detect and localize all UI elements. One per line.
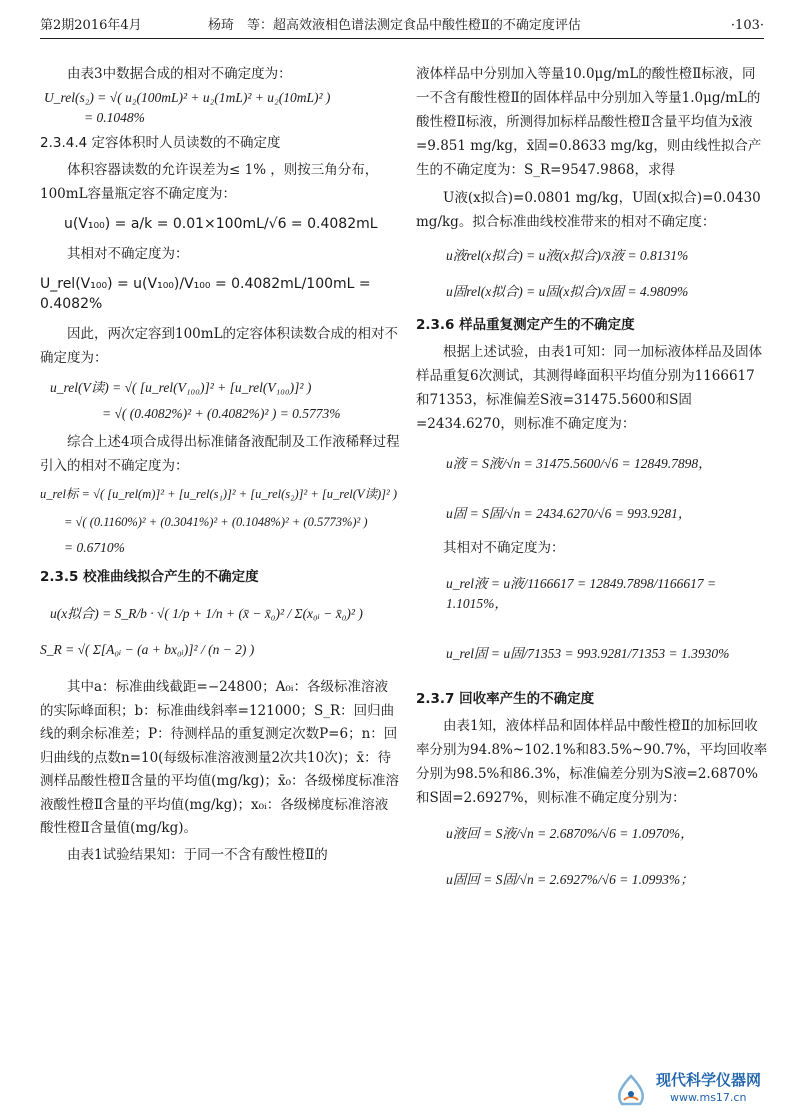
paragraph: 由表3中数据合成的相对不确定度为： [67,66,292,82]
equation-u-fit: u(x拟合) = S_R/b · √( 1/p + 1/n + (x̄ − x̄₀)² / Σ(x₀ᵢ − x̄₀)² ) [50,606,363,621]
section-heading-237: 2.3.7 回收率产生的不确定度 [416,691,595,707]
equation-sr: S_R = √( Σ[A₀ᵢ − (a + bx₀ᵢ)]² / (n − 2) ) [40,642,255,657]
paragraph: 由表1知，液体样品和固体样品中酸性橙Ⅱ的加标回收率分别为94.8%~102.1%和83.5%~90.7%，平均回收率分别为98.5%和86.3%，标准偏差分别为S液=2.6870%和S固=2.6927%，则标准不确定度分别为： [416,718,768,806]
equation-urel-liquid: u_rel液 = u液/1166617 = 12849.7898/1166617 = 1.1015%， [446,576,717,611]
paragraph: 因此，两次定容到100mL的定容体积读数合成的相对不确定度为： [40,326,399,366]
equation-u-v100: u(V₁₀₀) = a/k = 0.01×100mL/√6 = 0.4082mL [64,216,378,232]
running-header [40,14,764,36]
equation-urel-s2: U_rel(s₂) = √( u₂(100mL)² + u₂(1mL)² + u₂(10mL)² ) [44,90,331,105]
paragraph: 液体样品中分别加入等量10.0μg/mL的酸性橙Ⅱ标液，同一不含有酸性橙Ⅱ的固体样品中分别加入等量1.0μg/mL的酸性橙Ⅱ标液，所测得加标样品酸性橙Ⅱ含量平均值为x̄液=9.851 mg/kg，x̄固=0.8633 mg/kg，则由线性拟合产生的不确定度为：S_R=9547.9868，求得 [416,66,762,178]
equation-urel-s2-result: = 0.1048% [84,110,145,125]
equation-u-solid-rel-fit: u固rel(x拟合) = u固(x拟合)/x̄固 = 4.9809% [446,284,689,299]
paragraph: 综合上述4项合成得出标准储备液配制及工作液稀释过程引入的相对不确定度为： [40,434,400,474]
paragraph: 其相对不确定度为： [67,246,189,262]
equation-urel-std: u_rel标 = √( [u_rel(m)]² + [u_rel(s₁)]² + [u_rel(s₂)]² + [u_rel(V读)]² ) [40,487,398,501]
watermark-name: 现代科学仪器网 [656,1071,762,1089]
equation-u-liquid-recovery: u液回 = S液/√n = 2.6870%/√6 = 1.0970%， [446,826,694,841]
paragraph: 根据上述试验，由表1可知：同一加标液体样品及固体样品重复6次测试，其测得峰面积平均值分别为1166617和71353，标准偏差S液=31475.5600和S固=2434.6270，则标准不确定度为： [416,344,763,432]
equation-u-solid: u固 = S固/√n = 2434.6270/√6 = 993.9281， [446,506,692,521]
paragraph: 体积容器读数的允许误差为≤ 1% ，则按三角分布，100mL容量瓶定容不确定度为： [40,162,379,202]
right-column [416,62,768,890]
header-title: 杨琦 等：超高效液相色谱法测定食品中酸性橙Ⅱ的不确定度评估 [208,18,581,33]
equation-u-solid-recovery: u固回 = S固/√n = 2.6927%/√6 = 1.0993%； [446,872,694,887]
header-rule [40,38,764,39]
header-issue: 第2期2016年4月 [40,18,142,33]
equation-urel-std-result: = 0.6710% [64,540,125,555]
paragraph: U液(x拟合)=0.0801 mg/kg，U固(x拟合)=0.0430 mg/kg。拟合标准曲线校准带来的相对不确定度： [416,190,761,230]
watermark-url: www.ms17.cn [670,1091,747,1104]
equation-urel-v-read: u_rel(V读) = √( [u_rel(V₁₀₀)]² + [u_rel(V₁₀₀)]² ) [50,380,312,395]
left-column [40,62,400,867]
instrument-logo-icon [612,1074,650,1108]
equation-urel-solid: u_rel固 = u固/71353 = 993.9281/71353 = 1.3930% [446,646,730,661]
equation-urel-v-read-result: = √( (0.4082%)² + (0.4082%)² ) = 0.5773% [102,406,341,421]
site-watermark [612,1068,800,1114]
equation-u-liquid: u液 = S液/√n = 31475.5600/√6 = 12849.7898， [446,456,712,471]
paragraph: 由表1试验结果知：于同一不含有酸性橙Ⅱ的 [67,846,328,863]
section-heading-2344: 2.3.4.4 定容体积时人员读数的不确定度 [40,135,281,151]
equation-u-liquid-rel-fit: u液rel(x拟合) = u液(x拟合)/x̄液 = 0.8131% [446,248,689,263]
section-heading-235: 2.3.5 校准曲线拟合产生的不确定度 [40,569,259,585]
equation-urel-v100: U_rel(V₁₀₀) = u(V₁₀₀)/V₁₀₀ = 0.4082mL/100mL = 0.4082% [40,276,371,312]
paragraph: 其中a：标准曲线截距=−24800；A₀ᵢ：各级标准溶液的实际峰面积；b：标准曲线斜率=121000；S_R：回归曲线的剩余标准差；P：待测样品的重复测定次数P=6；n：回归曲线的点数n=10(每级标准溶液测量2次共10次)；x̄：待测样品酸性橙Ⅱ含量的平均值(mg/kg)；x̄₀：各级梯度标准溶液酸性橙Ⅱ含量的平均值(mg/kg)；x₀ᵢ：各级梯度标准溶液酸性橙Ⅱ含量值(mg/kg)。 [40,679,400,836]
paragraph: 其相对不确定度为： [443,540,565,556]
header-page-number: ·103· [730,18,764,33]
equation-urel-std-values: = √( (0.1160%)² + (0.3041%)² + (0.1048%)² + (0.5773%)² ) [64,515,368,529]
section-heading-236: 2.3.6 样品重复测定产生的不确定度 [416,317,635,333]
